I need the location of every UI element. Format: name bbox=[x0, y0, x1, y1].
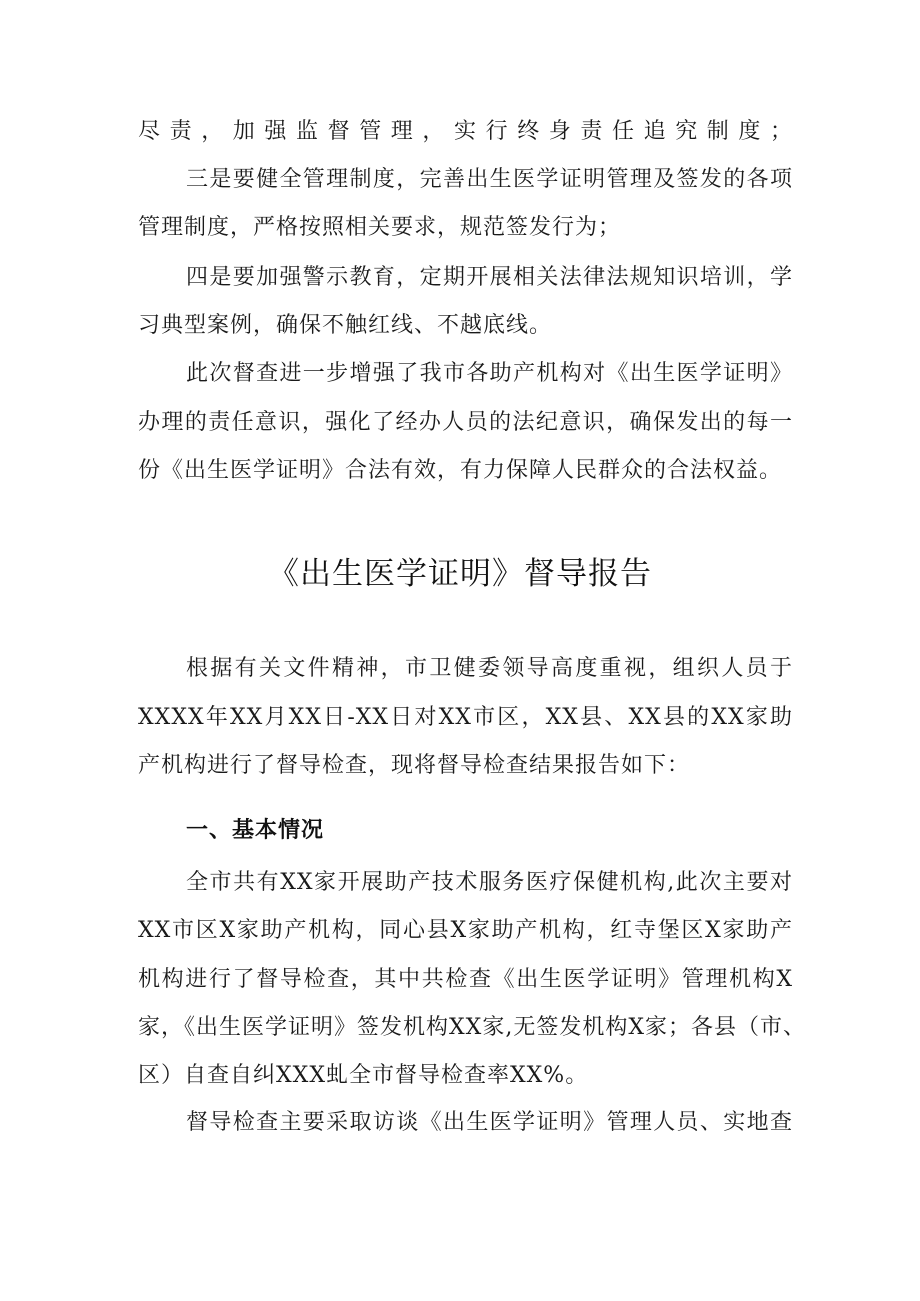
paragraph-line: 管理制度，严格按照相关要求，规范签发行为； bbox=[138, 215, 622, 240]
paragraph-line: XX市区X家助产机构，同心县X家助产机构，红寺堡区X家助产 bbox=[138, 918, 793, 943]
paragraph-line: 办理的责任意识，强化了经办人员的法纪意识，确保发出的每一 bbox=[138, 410, 793, 435]
paragraph-line: 此次督查进一步增强了我市各助产机构对《出生医学证明》 bbox=[186, 361, 793, 386]
section-heading: 一、基本情况 bbox=[186, 818, 325, 843]
paragraph-line: 区）自查自纠XXX虬全市督导检查率XX%。 bbox=[138, 1063, 589, 1088]
paragraph-line: 根据有关文件精神，市卫健委领导高度重视，组织人员于 bbox=[186, 656, 793, 681]
paragraph-line: XXXX年XX月XX日-XX日对XX市区，XX县、XX县的XX家助 bbox=[138, 705, 793, 730]
paragraph-line: 督导检查主要采取访谈《出生医学证明》管理人员、实地查 bbox=[186, 1110, 793, 1135]
paragraph-line: 全市共有XX家开展助产技术服务医疗保健机构,此次主要对 bbox=[186, 870, 793, 895]
paragraph-line: 尽责，加强监督管理，实行终身责任追究制度； bbox=[138, 119, 793, 144]
paragraph-line: 机构进行了督导检查，其中共检查《出生医学证明》管理机构X bbox=[138, 967, 793, 992]
paragraph-line: 家，《出生医学证明》签发机构XX家,无签发机构X家；各县（市、 bbox=[138, 1015, 806, 1040]
paragraph-line: 三是要健全管理制度，完善出生医学证明管理及签发的各项 bbox=[186, 167, 793, 192]
paragraph-line: 产机构进行了督导检查，现将督导检查结果报告如下： bbox=[138, 753, 691, 778]
report-title: 《出生医学证明》督导报告 bbox=[268, 556, 652, 592]
paragraph-line: 习典型案例，确保不触红线、不越底线。 bbox=[138, 313, 553, 338]
paragraph-line: 份《出生医学证明》合法有效，有力保障人民群众的合法权益。 bbox=[138, 458, 783, 483]
paragraph-line: 四是要加强警示教育，定期开展相关法律法规知识培训，学 bbox=[186, 265, 793, 290]
